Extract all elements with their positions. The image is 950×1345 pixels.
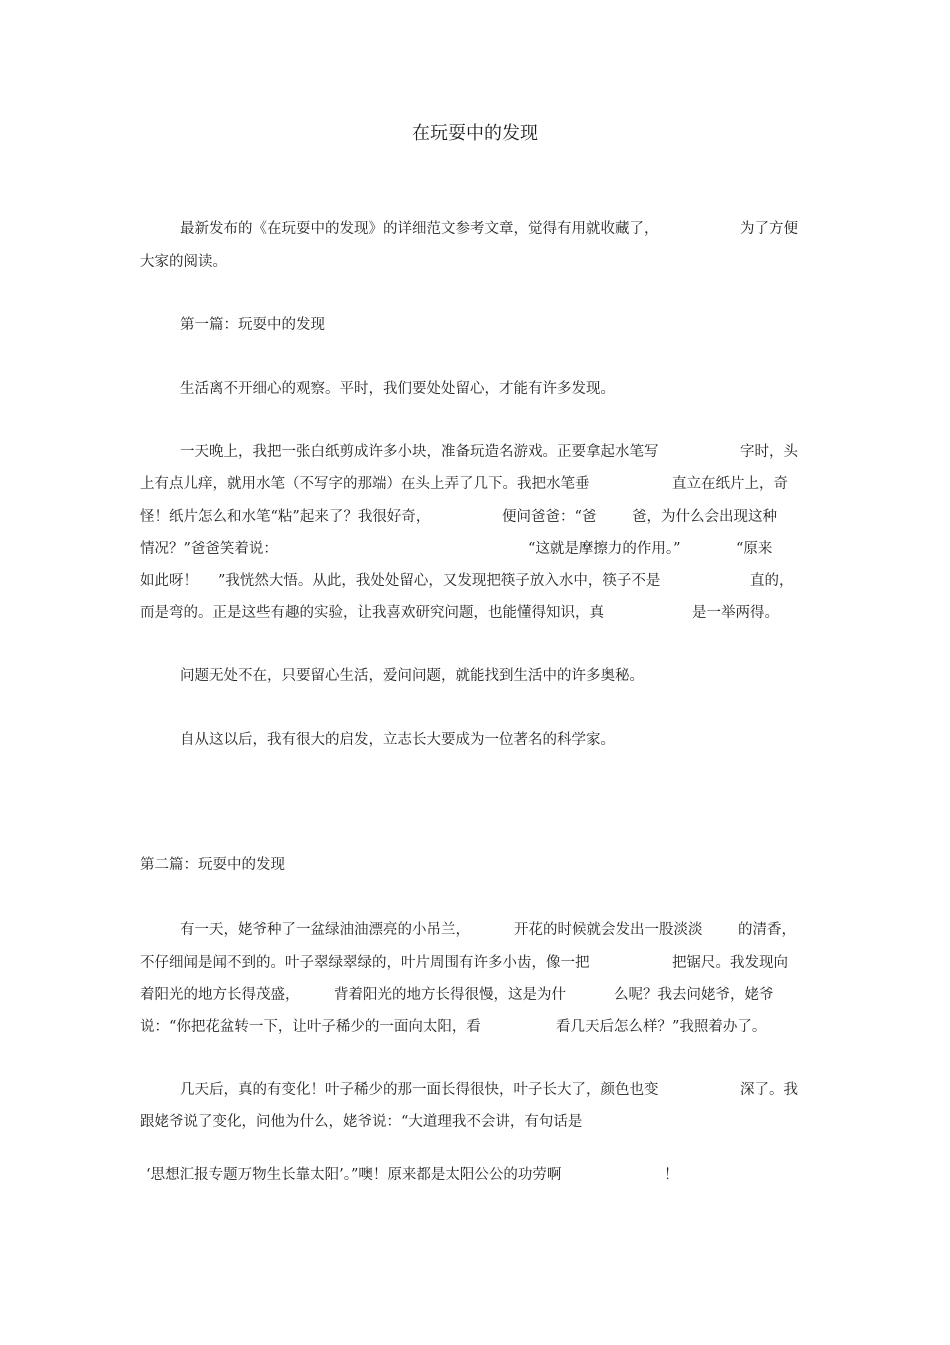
text-line: 直的， bbox=[750, 573, 794, 589]
text-line: 而是弯的。正是这些有趣的实验，让我喜欢研究问题，也能懂得知识，真 bbox=[140, 605, 604, 621]
text-line: 字时，头 bbox=[740, 444, 798, 460]
text-line: “原来 bbox=[736, 541, 773, 557]
text-line: 深了。我 bbox=[740, 1082, 798, 1098]
text-line: 把锯尺。我发现向 bbox=[672, 955, 788, 971]
text-line: 直立在纸片上，奇 bbox=[672, 476, 788, 492]
text-line: 上有点儿痒，就用水笔（不写字的那端）在头上弄了几下。我把水笔垂 bbox=[140, 476, 590, 492]
text-line: 最新发布的《在玩耍中的发现》的详细范文参考文章，觉得有用就收藏了， bbox=[180, 221, 659, 237]
text-line: 情况？”爸爸笑着说： bbox=[140, 541, 278, 557]
text-line: 说：“你把花盆转一下，让叶子稀少的一面向太阳，看 bbox=[140, 1019, 481, 1035]
text-line: 自从这以后，我有很大的启发，立志长大要成为一位著名的科学家。 bbox=[180, 732, 615, 748]
text-line: 问题无处不在，只要留心生活，爱问问题，就能找到生活中的许多奥秘。 bbox=[180, 668, 644, 684]
text-line: ”我恍然大悟。从此，我处处留心，又发现把筷子放入水中，筷子不是 bbox=[218, 573, 661, 589]
text-line: ‘思想汇报专题万物生长靠太阳’。”噢！原来都是太阳公公的功劳啊 bbox=[146, 1167, 562, 1183]
text-line: 生活离不开细心的观察。平时，我们要处处留心，才能有许多发现。 bbox=[180, 381, 615, 397]
text-line: 有一天，姥爷种了一盆绿油油漂亮的小吊兰， bbox=[180, 922, 470, 938]
text-line: 着阳光的地方长得茂盛， bbox=[140, 987, 300, 1003]
text-line: 几天后，真的有变化！叶子稀少的那一面长得很快，叶子长大了，颜色也变 bbox=[180, 1082, 659, 1098]
text-line: 背着阳光的地方长得很慢，这是为什 bbox=[334, 987, 566, 1003]
text-line: 一天晚上，我把一张白纸剪成许多小块，准备玩造名游戏。正要拿起水笔写 bbox=[180, 444, 659, 460]
text-line: 爸，为什么会出现这种 bbox=[632, 509, 777, 525]
text-line: 为了方便 bbox=[740, 221, 798, 237]
text-line: 看几天后怎么样？”我照着办了。 bbox=[556, 1019, 767, 1035]
text-line: 的清香， bbox=[738, 922, 796, 938]
text-line: 便问爸爸：“爸 bbox=[502, 509, 597, 525]
text-line: “这就是摩擦力的作用。” bbox=[528, 541, 681, 557]
text-line: 开花的时候就会发出一股淡淡 bbox=[514, 922, 703, 938]
text-line: 跟姥爷说了变化，问他为什么，姥爷说：“大道理我不会讲，有句话是 bbox=[140, 1114, 583, 1130]
section-heading: 第一篇：玩耍中的发现 bbox=[180, 317, 325, 333]
text-line: 不仔细闻是闻不到的。叶子翠绿翠绿的，叶片周围有许多小齿，像一把 bbox=[140, 955, 590, 971]
section-heading: 第二篇：玩耍中的发现 bbox=[140, 857, 285, 873]
text-line: 怪！纸片怎么和水笔“粘”起来了？我很好奇， bbox=[140, 509, 431, 525]
text-line: 是一举两得。 bbox=[692, 605, 779, 621]
document-title: 在玩耍中的发现 bbox=[412, 123, 538, 144]
text-line: ！ bbox=[664, 1167, 679, 1183]
text-line: 大家的阅读。 bbox=[140, 254, 227, 270]
text-line: 么呢？我去问姥爷，姥爷 bbox=[614, 987, 774, 1003]
text-line: 如此呀！ bbox=[140, 573, 198, 589]
